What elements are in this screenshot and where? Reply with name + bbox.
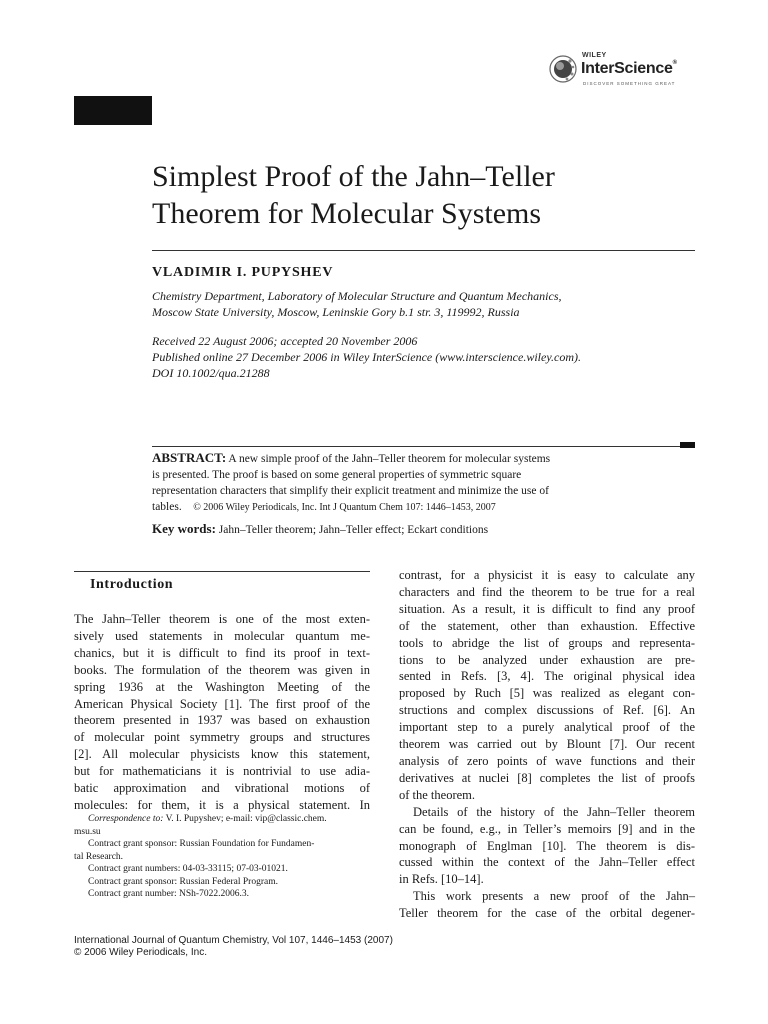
- body-line: of molecular point symmetry groups and structures: [74, 730, 370, 745]
- abstract-copyright: © 2006 Wiley Periodicals, Inc. Int J Quantum Chem 107: 1446–1453, 2007: [193, 502, 496, 513]
- abstract-marker: [680, 442, 695, 448]
- grant-sponsor-2: Contract grant sponsor: Russian Federal Program.: [88, 876, 278, 887]
- body-column-right: [399, 567, 695, 922]
- abstract-line-3: representation characters that simplify their explicit treatment and minimize the use of: [152, 485, 549, 497]
- abstract-divider: [152, 446, 680, 447]
- grant-sponsor-1: Contract grant sponsor: Russian Foundation for Fundamen-: [88, 839, 315, 849]
- body-line: analysis of zero points of wave functions and their: [399, 753, 695, 768]
- logo-reg-mark: ®: [672, 60, 677, 66]
- body-line: This work presents a new proof of the Jahn–: [413, 889, 695, 904]
- body-line: derivatives at nuclei [8] completes the list of proofs: [399, 770, 695, 785]
- section-marker-bar: [74, 96, 152, 125]
- title-line-2: Theorem for Molecular Systems: [152, 197, 542, 230]
- abstract: [152, 450, 612, 516]
- body-line: of the statement, other than exhaustion. Effective: [399, 618, 695, 633]
- body-line: sented in Refs. [3, 4]. The original physical idea: [399, 669, 695, 684]
- abstract-line-1: A new simple proof of the Jahn–Teller theorem for molecular systems: [226, 453, 551, 465]
- grant-numbers-1: Contract grant numbers: 04-03-33115; 07-03-01021.: [88, 864, 288, 874]
- body-line: sively used statements in molecular quantum me-: [74, 628, 370, 643]
- keywords-text: Jahn–Teller theorem; Jahn–Teller effect; Eckart conditions: [215, 524, 489, 536]
- intro-divider: [74, 571, 370, 572]
- body-line: monograph of Englman [10]. The theorem is dis-: [399, 838, 695, 853]
- globe-icon: [548, 54, 578, 84]
- body-line: structions and complex discussions of Ref. [6]. An: [399, 703, 695, 718]
- title-divider: [152, 250, 695, 251]
- section-heading-introduction: Introduction: [90, 577, 174, 592]
- doi-line: DOI 10.1002/qua.21288: [152, 366, 270, 380]
- correspondence-text: V. I. Pupyshev; e-mail: vip@classic.chem.: [163, 814, 327, 824]
- title-line-1: Simplest Proof of the Jahn–Teller: [152, 160, 555, 193]
- logo-brand: [581, 60, 677, 78]
- grant-number-2: Contract grant number: NSh-7022.2006.3.: [88, 889, 249, 899]
- abstract-label: ABSTRACT:: [152, 450, 227, 465]
- body-line: [2]. All molecular physicists know this statement,: [74, 747, 370, 762]
- page-footer: [74, 935, 393, 959]
- body-line: of the theorem.: [399, 787, 476, 802]
- abstract-line-4: tables.: [152, 501, 182, 513]
- body-line: molecules: for them, it is a physical statement. In: [74, 797, 370, 812]
- correspondence-line: [74, 813, 370, 826]
- body-line: important step to a purely analytical proof of the: [399, 720, 695, 735]
- publication-dates: [152, 333, 712, 381]
- body-column-left: [74, 611, 370, 814]
- affiliation-line-1: Chemistry Department, Laboratory of Molecular Structure and Quantum Mechanics,: [152, 289, 562, 303]
- body-line: Details of the history of the Jahn–Teller theorem: [413, 804, 695, 819]
- keywords-label: Key words:: [152, 521, 216, 536]
- body-line: chanics, but it is difficult to find its proof in text-: [74, 645, 370, 660]
- body-line: tools to abridge the list of groups and representa-: [399, 635, 695, 650]
- body-line: cussed within the context of the Jahn–Teller effect: [399, 855, 695, 870]
- body-line: in Refs. [10–14].: [399, 872, 484, 887]
- logo-tagline: DISCOVER SOMETHING GREAT: [583, 81, 676, 86]
- body-line: characters and find the theorem to be true for a real: [399, 584, 695, 599]
- footer-copyright: © 2006 Wiley Periodicals, Inc.: [74, 947, 207, 958]
- footnotes: [74, 813, 370, 901]
- keywords: [152, 521, 712, 537]
- correspondence-line-2: msu.su: [74, 826, 101, 837]
- article-title: [152, 158, 712, 232]
- correspondence-label: Correspondence to:: [88, 814, 164, 824]
- affiliation-line-2: Moscow State University, Moscow, Leninskie Gory b.1 str. 3, 119992, Russia: [152, 305, 520, 319]
- body-line: contrast, for a physicist it is easy to calculate any: [399, 568, 695, 582]
- body-line: theorem was carried out by Blount [7]. Our recent: [399, 737, 695, 752]
- affiliation: [152, 288, 712, 320]
- body-line: spring 1936 at the Washington Meeting of the: [74, 679, 370, 694]
- body-line: tions to be analyzed under exhaustion are pre-: [399, 652, 695, 667]
- journal-citation: International Journal of Quantum Chemistry, Vol 107, 1446–1453 (2007): [74, 935, 393, 946]
- body-line: Teller theorem for the case of the orbital degener-: [399, 906, 695, 921]
- body-line: can be found, e.g., in Teller’s memoirs [9] and in the: [399, 821, 695, 836]
- abstract-line-2: is presented. The proof is based on some general properties of symmetric square: [152, 469, 522, 481]
- author-name: VLADIMIR I. PUPYSHEV: [152, 265, 334, 280]
- body-line: books. The formulation of the theorem was given in: [74, 662, 370, 677]
- grant-sponsor-1-cont: tal Research.: [74, 851, 124, 862]
- publisher-logo: [548, 48, 698, 92]
- body-line: The Jahn–Teller theorem is one of the most exten-: [74, 612, 370, 626]
- body-line: theorem presented in 1937 was based on exhaustion: [74, 713, 370, 728]
- logo-wiley: WILEY: [582, 52, 607, 59]
- logo-brand-text: InterScience: [581, 60, 673, 77]
- body-line: batic approximation and vibrational motions of: [74, 781, 370, 796]
- body-line: proposed by Ruch [5] was realized as elegant con-: [399, 686, 695, 701]
- body-line: situation. As a result, it is difficult to find any proof: [399, 601, 695, 616]
- published-line: Published online 27 December 2006 in Wiley InterScience (www.interscience.wiley.com).: [152, 350, 581, 364]
- received-line: Received 22 August 2006; accepted 20 November 2006: [152, 334, 418, 348]
- body-line: American Physical Society [1]. The first proof of the: [74, 696, 370, 711]
- body-line: but for mathematicians it is nontrivial to use adia-: [74, 764, 370, 779]
